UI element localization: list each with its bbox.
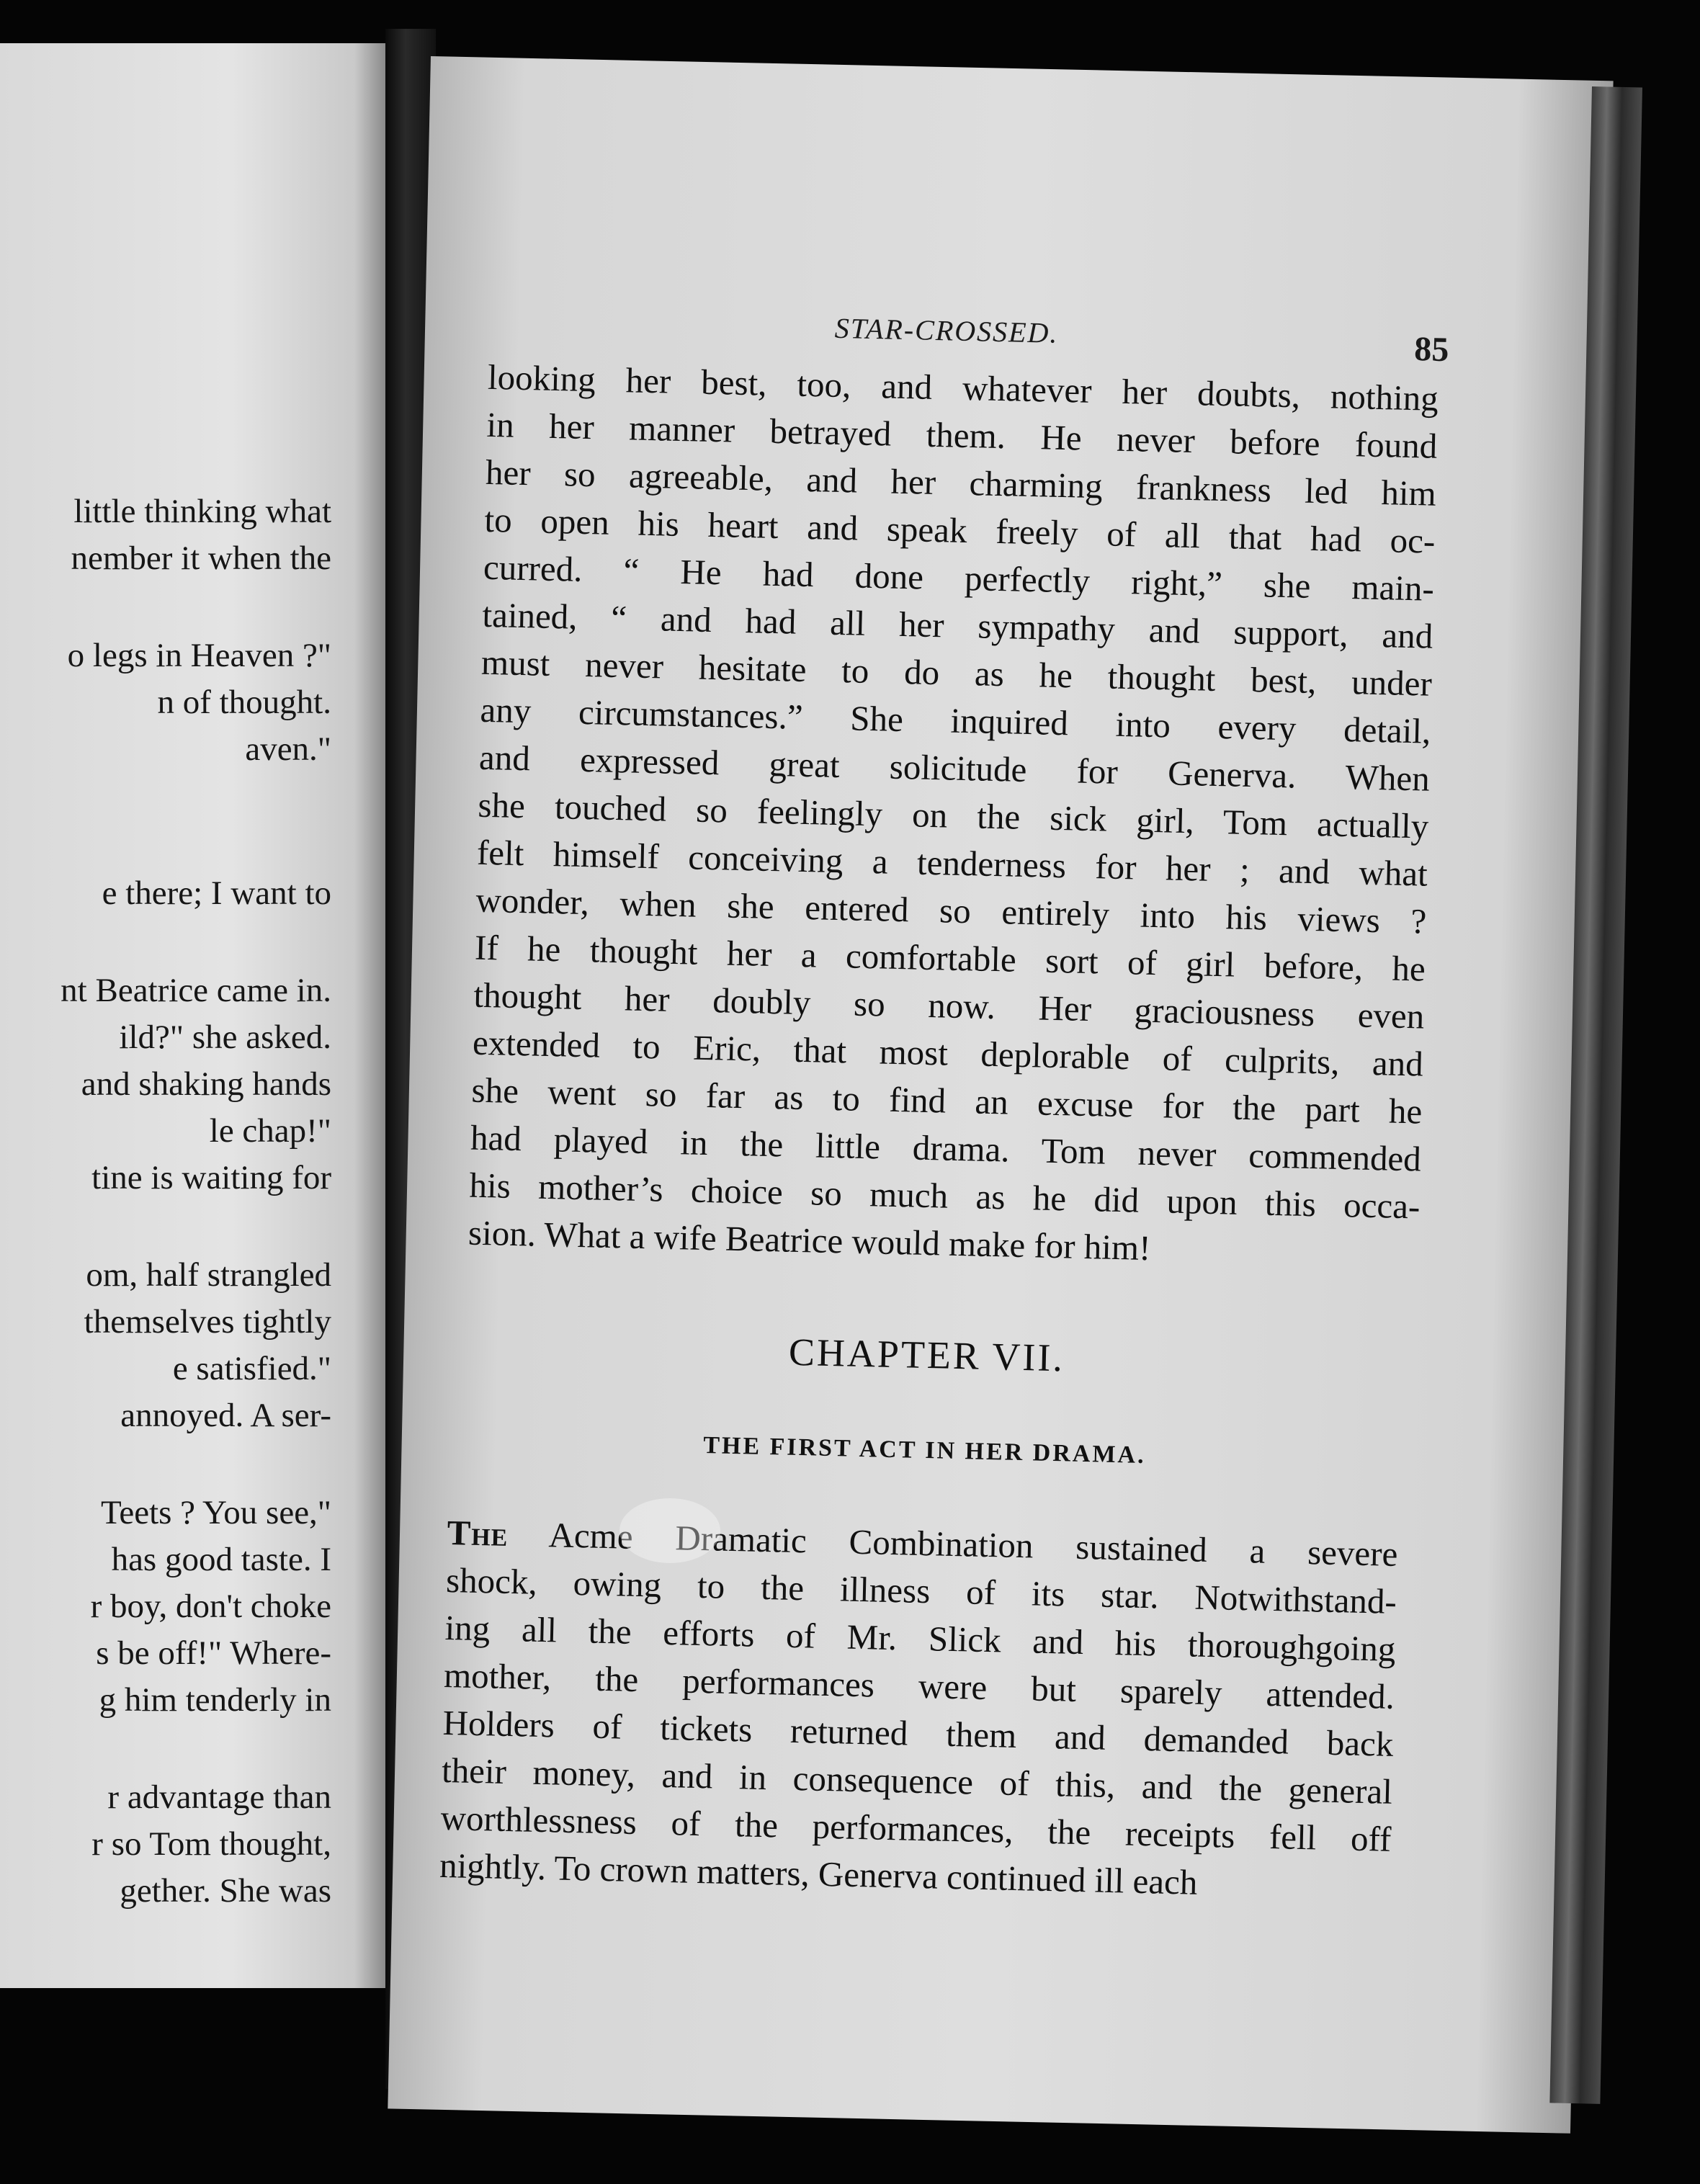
left-page-line: om, half strangled [86,1256,331,1294]
paragraph-line: she touched so feelingly on the sick girl, Tom actually [477,784,1429,846]
chapter-subtitle: THE FIRST ACT IN HER DRAMA. [702,1432,1146,1469]
paragraph-line: in her manner betrayed them. He never before found [486,404,1438,466]
chapter-title: CHAPTER VII. [788,1330,1065,1380]
left-page-line: themselves tightly [84,1303,331,1341]
paragraph-line: extended to Eric, that most deplorable of culprits, and [472,1022,1424,1084]
left-page-line: r advantage than [107,1778,331,1816]
paragraph-line: his mother’s choice so much as he did upon this occa- [469,1165,1421,1227]
paragraph-line: her so agreeable, and her charming frankness led him [485,452,1437,514]
left-page-line: Teets ? You see," [100,1494,331,1531]
paragraph-line: had played in the little drama. Tom never commended [470,1117,1422,1179]
left-page-line: has good taste. I [111,1541,331,1578]
left-page-line: o legs in Heaven ?" [67,637,331,674]
chapter-line: mother, the performances were but sparely attended. [443,1655,1395,1717]
left-page-line: nember it when the [71,540,331,577]
left-page-line: aven." [245,730,331,768]
left-page-line: g him tenderly in [99,1681,331,1719]
left-page-line: e satisfied." [172,1350,331,1387]
chapter-line: nightly. To crown matters, Generva continued ill each [439,1845,1199,1902]
paragraph-line: must never hesitate to do as he thought best, under [480,642,1433,704]
left-page [0,43,385,1988]
left-page-line: little thinking what [73,493,331,530]
left-page-line: ild?" she asked. [119,1019,331,1056]
left-page-line: annoyed. A ser- [120,1397,331,1434]
paragraph-line: looking her best, too, and whatever her doubts, nothing [487,357,1439,419]
paragraph-line: and expressed great solicitude for Generva. When [478,737,1431,799]
left-page-line: n of thought. [157,684,331,721]
chapter-paragraph [439,1509,1398,1911]
paragraph-line: sion. What a wife Beatrice would make for him! [468,1212,1152,1268]
left-page-line: s be off!" Where- [96,1634,331,1672]
left-page-line: r so Tom thought, [91,1825,331,1863]
page-smudge [619,1498,720,1563]
left-page-line: tine is waiting for [91,1159,331,1196]
chapter-line: worthlessness of the performances, the receipts fell off [440,1797,1392,1859]
chapter-line-text: Acme Dramatic Combination sustained a severe [507,1513,1398,1574]
page-number: 85 [1413,330,1449,370]
chapter-line: their money, and in consequence of this, and the general [441,1750,1393,1812]
paragraph-line: tained, “ and had all her sympathy and support, and [481,594,1433,656]
left-page-line: r boy, don't choke [90,1588,331,1625]
left-page-line: gether. She was [120,1872,331,1910]
chapter-line: shock, owing to the illness of its star. Notwithstand- [445,1559,1397,1621]
paragraph-line: wonder, when she entered so entirely into his views ? [475,880,1427,941]
left-page-line: le chap!" [209,1112,331,1150]
left-page-line: and shaking hands [81,1065,331,1103]
left-page-line: e there; I want to [102,874,331,912]
left-page-line: nt Beatrice came in. [61,972,331,1009]
left-page-text [0,43,375,1988]
chapter-first-word: The [447,1513,509,1554]
paragraph-line: any circumstances.” She inquired into every detail, [479,689,1431,751]
paragraph [468,354,1439,1279]
paragraph-line: thought her doubly so now. Her graciousness even [473,975,1425,1037]
chapter-line: Holders of tickets returned them and demanded back [442,1702,1394,1764]
paragraph-line: to open his heart and speak freely of all that had oc- [483,499,1436,561]
chapter-line: ing all the efforts of Mr. Slick and his thoroughgoing [444,1607,1396,1669]
paragraph-line: felt himself conceiving a tenderness for her ; and what [476,832,1428,894]
paragraph-line: curred. “ He had done perfectly right,” she main- [483,547,1435,609]
paragraph-line: If he thought her a comfortable sort of girl before, he [474,927,1426,989]
paragraph-line: she went so far as to find an excuse for the part he [471,1070,1423,1132]
running-head: STAR-CROSSED. [834,311,1059,349]
